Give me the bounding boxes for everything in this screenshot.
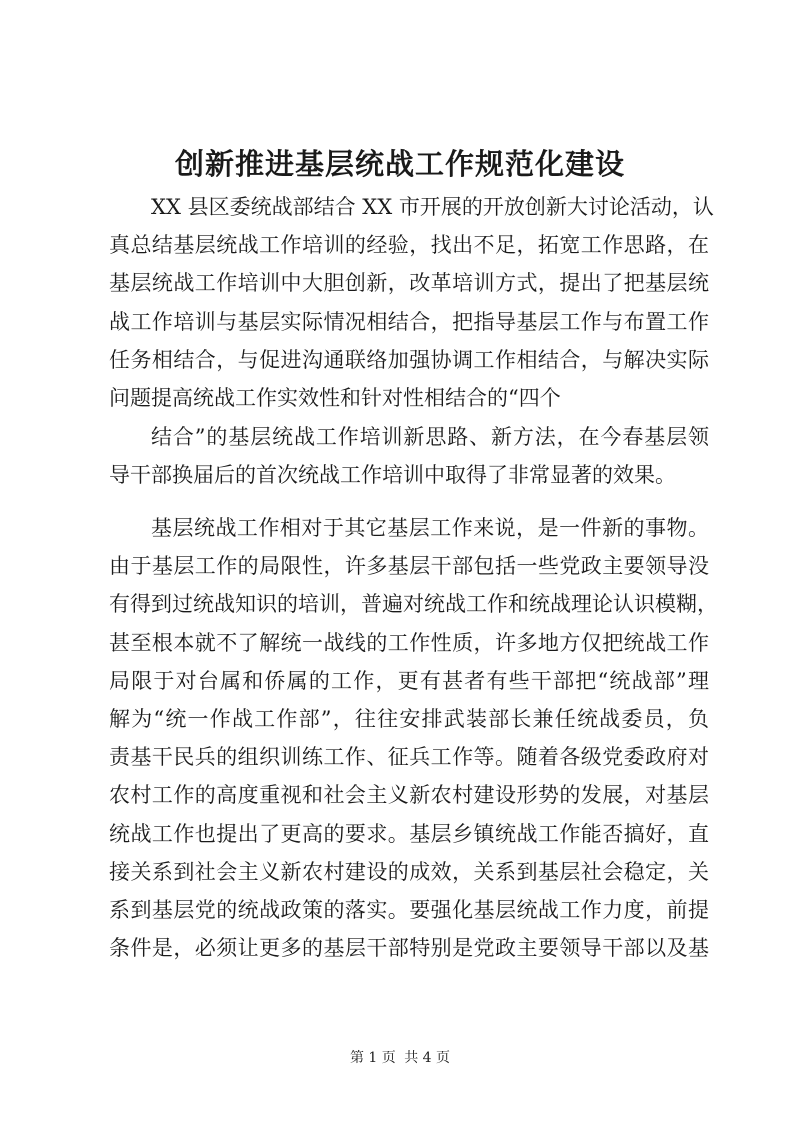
paragraph-line: 由于基层工作的局限性，许多基层干部包括一些党政主要领导没: [109, 554, 709, 579]
paragraph-line: XX 县区委统战部结合 XX 市开展的开放创新大讨论活动，认: [151, 195, 714, 219]
paragraph-line: 战工作培训与基层实际情况相结合，把指导基层工作与布置工作: [109, 309, 709, 334]
paragraph-line: 真总结基层统战工作培训的经验，找出不足，拓宽工作思路，在: [109, 233, 709, 258]
paragraph-line: 任务相结合，与促进沟通联络加强协调工作相结合，与解决实际: [109, 347, 709, 372]
paragraph-1: [109, 188, 714, 417]
page-footer: [0, 1047, 800, 1067]
paragraph-line: 问题提高统战工作实效性和针对性相结合的“四个: [109, 386, 561, 411]
paragraph-line: 接关系到社会主义新农村建设的成效，关系到基层社会稳定，关: [109, 859, 709, 884]
page-number: 第 1 页: [349, 1050, 396, 1066]
paragraph-line: 责基干民兵的组织训练工作、征兵工作等。随着各级党委政府对: [109, 745, 709, 770]
page-title: 创新推进基层统战工作规范化建设: [174, 147, 625, 181]
paragraph-line: 有得到过统战知识的培训，普遍对统战工作和统战理论认识模糊，: [109, 592, 718, 617]
paragraph-3: [109, 509, 718, 967]
paragraph-line: 基层统战工作培训中大胆创新，改革培训方式，提出了把基层统: [109, 271, 709, 296]
paragraph-2: [109, 418, 709, 494]
paragraph-line: 导干部换届后的首次统战工作培训中取得了非常显著的效果。: [109, 463, 676, 488]
paragraph-line: 结合”的基层统战工作培训新思路、新方法，在今春基层领: [151, 425, 709, 449]
paragraph-line: 条件是，必须让更多的基层干部特别是党政主要领导干部以及基: [109, 936, 709, 961]
paragraph-line: 系到基层党的统战政策的落实。要强化基层统战工作力度，前提: [109, 898, 709, 923]
paragraph-line: 统战工作也提出了更高的要求。基层乡镇统战工作能否搞好，直: [109, 821, 709, 846]
paragraph-line: 农村工作的高度重视和社会主义新农村建设形势的发展，对基层: [109, 783, 709, 808]
paragraph-line: 基层统战工作相对于其它基层工作来说，是一件新的事物。: [151, 516, 709, 540]
paragraph-line: 解为“统一作战工作部”，往往安排武装部长兼任统战委员，负: [109, 707, 709, 732]
page-total: 共 4 页: [404, 1050, 451, 1066]
paragraph-line: 局限于对台属和侨属的工作，更有甚者有些干部把“统战部”理: [109, 668, 709, 693]
paragraph-line: 甚至根本就不了解统一战线的工作性质，许多地方仅把统战工作: [109, 630, 709, 655]
